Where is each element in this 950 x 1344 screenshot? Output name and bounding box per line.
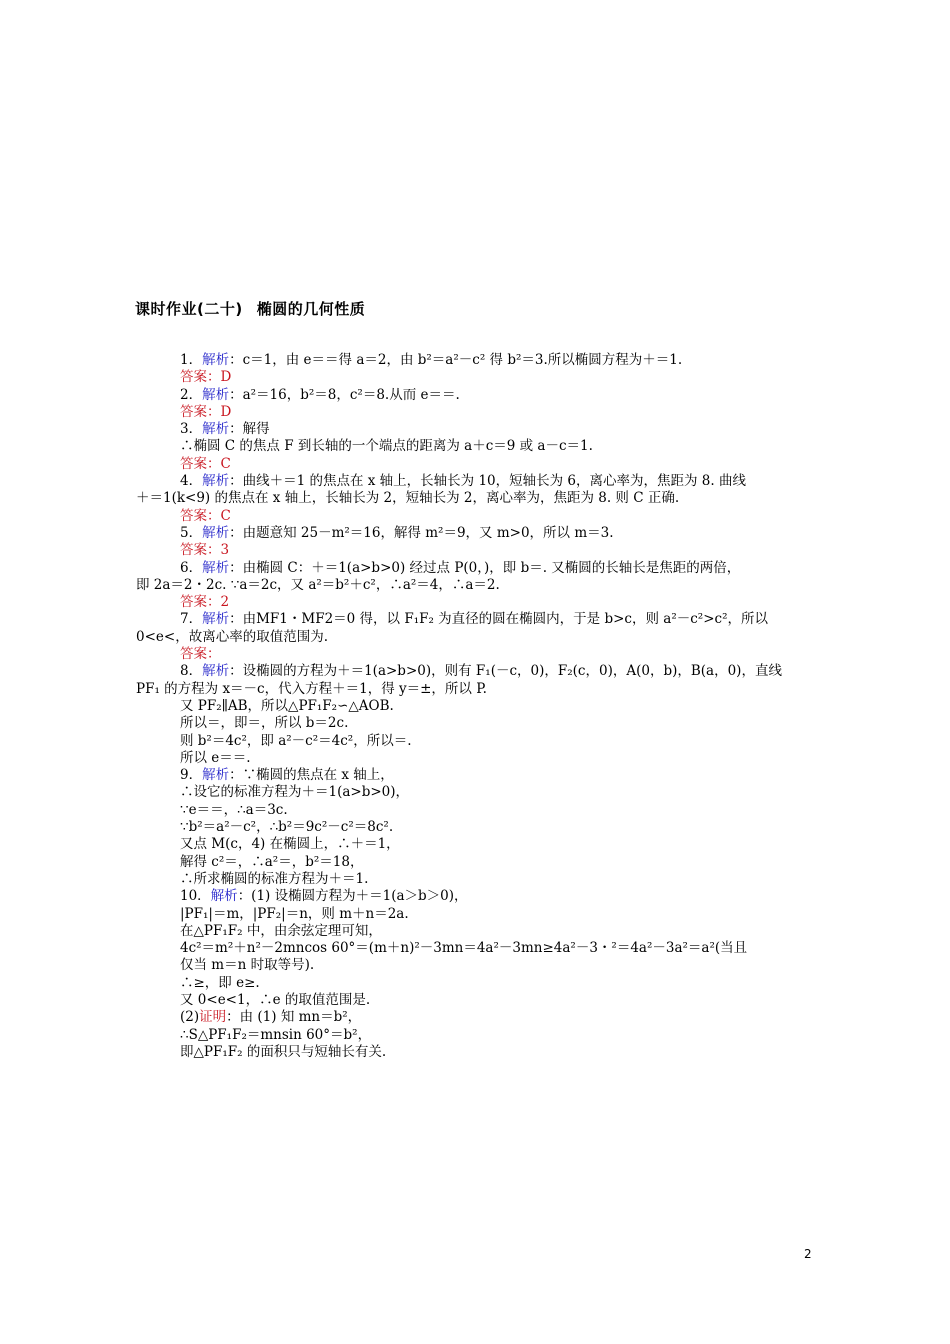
line-text: 10．: [180, 888, 211, 905]
solution-line: [136, 525, 816, 542]
analysis-label: 解析: [202, 386, 230, 403]
solution-line: [136, 992, 816, 1009]
line-text: 在△PF₁F₂ 中，由余弦定理可知，: [180, 922, 382, 939]
solution-line: [136, 421, 816, 438]
line-text: 即△PF₁F₂ 的面积只与短轴长有关.: [180, 1043, 387, 1060]
line-text: 即 2a＝2・2c. ∵a＝2c，又 a²＝b²＋c²，∴a²＝4，∴a＝2.: [136, 576, 500, 593]
solution-line: [136, 784, 816, 801]
solution-line: [136, 836, 816, 853]
answer-label: ：: [207, 646, 221, 663]
page-number: 2: [804, 1247, 812, 1261]
line-text: ：解得: [229, 421, 270, 438]
solution-line: [136, 854, 816, 871]
title-topic: 椭圆的几何性质: [256, 300, 366, 318]
solution-line: [136, 508, 816, 525]
line-text: 又 PF₂∥AB，所以△PF₁F₂∽△AOB.: [180, 697, 394, 714]
line-text: ：∵椭圆的焦点在 x 轴上，: [229, 767, 394, 784]
line-text: 5．: [180, 524, 203, 541]
answer-label: 答案: [180, 507, 207, 524]
analysis-label: 解析: [202, 473, 230, 490]
line-text: ∴所求椭圆的标准方程为＋＝1.: [180, 870, 369, 887]
solution-line: [136, 560, 816, 577]
analysis-label: 解析: [202, 663, 230, 680]
line-text: ∵b²＝a²－c²，∴b²＝9c²－c²＝8c².: [180, 819, 394, 836]
page-title: [135, 298, 365, 319]
line-text: ：设椭圆的方程为＋＝1(a>b>0)，则有 F₁(－c，0)，F₂(c，0)，A(0，b)，B(a，0)，直线: [229, 663, 782, 680]
answer-label: 答案: [180, 646, 207, 663]
solution-line: [136, 923, 816, 940]
answer-label: ：D: [207, 369, 232, 386]
solution-body: [136, 352, 816, 1061]
line-text: 7．: [180, 611, 203, 628]
title-lesson: 课时作业(二十): [135, 300, 243, 318]
line-text: |PF₁|＝m，|PF₂|＝n，则 m＋n＝2a.: [180, 905, 409, 922]
solution-line: [136, 698, 816, 715]
answer-label: ：D: [207, 403, 232, 420]
line-text: ：由MF1・MF2＝0 得，以 F₁F₂ 为直径的圆在椭圆内，于是 b>c，则 a²－c²>c²，所以: [229, 611, 768, 628]
line-text: 又 0<e<1，∴e 的取值范围是.: [180, 991, 371, 1008]
answer-label: ：2: [207, 594, 230, 611]
solution-line: [136, 767, 816, 784]
line-text: 2．: [180, 386, 203, 403]
line-text: ∴设它的标准方程为＋＝1(a>b>0)，: [180, 784, 410, 801]
answer-label: ：C: [207, 507, 231, 524]
answer-label: 答案: [180, 594, 207, 611]
line-text: 仅当 m＝n 时取等号).: [180, 957, 315, 974]
solution-line: [136, 490, 816, 507]
line-text: 解得 c²＝，∴a²＝，b²＝18，: [180, 853, 364, 870]
line-text: ∴椭圆 C 的焦点 F 到长轴的一个端点的距离为 a＋c＝9 或 a－c＝1.: [180, 438, 593, 455]
answer-label: ：3: [207, 542, 230, 559]
solution-line: [136, 1027, 816, 1044]
line-text: 则 b²＝4c²，即 a²－c²＝4c²，所以＝.: [180, 732, 412, 749]
solution-line: [136, 906, 816, 923]
solution-line: [136, 681, 816, 698]
solution-line: [136, 387, 816, 404]
line-text: ＋＝1(k<9) 的焦点在 x 轴上，长轴长为 2，短轴长为 2，离心率为，焦距为 8. 则 C 正确.: [136, 490, 680, 507]
line-text: ：曲线＋＝1 的焦点在 x 轴上，长轴长为 10，短轴长为 6，离心率为，焦距为 8. 曲线: [229, 473, 746, 490]
analysis-label: 解析: [202, 767, 230, 784]
line-text: ：由题意知 25－m²＝16，解得 m²＝9，又 m>0，所以 m＝3.: [229, 524, 614, 541]
solution-line: [136, 1009, 816, 1026]
solution-line: [136, 750, 816, 767]
solution-line: [136, 975, 816, 992]
line-text: (2): [180, 1009, 200, 1026]
answer-label: 答案: [180, 455, 207, 472]
solution-line: [136, 940, 816, 957]
line-text: 0<e<，故离心率的取值范围为.: [136, 628, 328, 645]
line-text: 6．: [180, 559, 203, 576]
solution-line: [136, 871, 816, 888]
analysis-label: 解析: [202, 524, 230, 541]
answer-label: 答案: [180, 369, 207, 386]
solution-line: [136, 733, 816, 750]
solution-line: [136, 404, 816, 421]
line-text: ：(1) 设椭圆方程为＋＝1(a＞b＞0)，: [237, 888, 468, 905]
answer-label: 答案: [180, 542, 207, 559]
line-text: ∴≥，即 e≥.: [180, 974, 260, 991]
solution-line: [136, 352, 816, 369]
line-text: 9．: [180, 767, 203, 784]
line-text: 所以 e＝＝.: [180, 749, 251, 766]
solution-line: [136, 438, 816, 455]
solution-line: [136, 611, 816, 628]
solution-line: [136, 1044, 816, 1061]
line-text: 所以＝，即＝，所以 b＝2c.: [180, 715, 349, 732]
line-text: PF₁ 的方程为 x＝－c，代入方程＋＝1，得 y＝±，所以 P.: [136, 680, 487, 697]
solution-line: [136, 577, 816, 594]
line-text: 又点 M(c，4) 在椭圆上，∴＋＝1，: [180, 836, 400, 853]
solution-line: [136, 715, 816, 732]
solution-line: [136, 819, 816, 836]
line-text: ：由 (1) 知 mn＝b²，: [226, 1009, 362, 1026]
solution-line: [136, 646, 816, 663]
solution-line: [136, 542, 816, 559]
answer-label: 证明: [199, 1009, 227, 1026]
analysis-label: 解析: [202, 421, 230, 438]
line-text: ：由椭圆 C：＋＝1(a>b>0) 经过点 P(0，)，即 b＝. 又椭圆的长轴长是焦距的两倍，: [229, 559, 741, 576]
solution-line: [136, 594, 816, 611]
line-text: 8．: [180, 663, 203, 680]
analysis-label: 解析: [202, 559, 230, 576]
solution-line: [136, 888, 816, 905]
line-text: ：a²＝16，b²＝8，c²＝8.从而 e＝＝.: [229, 386, 460, 403]
line-text: 4c²＝m²＋n²－2mncos 60°＝(m＋n)²－3mn＝4a²－3mn≥4a²－3・²＝4a²－3a²＝a²(当且: [180, 940, 748, 957]
answer-label: ：C: [207, 455, 231, 472]
solution-line: [136, 473, 816, 490]
line-text: 1．: [180, 352, 203, 368]
solution-line: [136, 369, 816, 386]
line-text: ∵e＝＝，∴a＝3c.: [180, 801, 288, 818]
solution-line: [136, 957, 816, 974]
line-text: ：c＝1，由 e＝＝得 a＝2，由 b²＝a²－c² 得 b²＝3.所以椭圆方程为＋＝1.: [229, 352, 683, 368]
analysis-label: 解析: [202, 611, 230, 628]
solution-line: [136, 663, 816, 680]
solution-line: [136, 456, 816, 473]
line-text: 4．: [180, 473, 203, 490]
line-text: 3．: [180, 421, 203, 438]
analysis-label: 解析: [210, 888, 238, 905]
solution-line: [136, 629, 816, 646]
solution-line: [136, 802, 816, 819]
analysis-label: 解析: [202, 352, 230, 368]
answer-label: 答案: [180, 403, 207, 420]
line-text: ∴S△PF₁F₂＝mnsin 60°＝b²，: [180, 1026, 372, 1043]
